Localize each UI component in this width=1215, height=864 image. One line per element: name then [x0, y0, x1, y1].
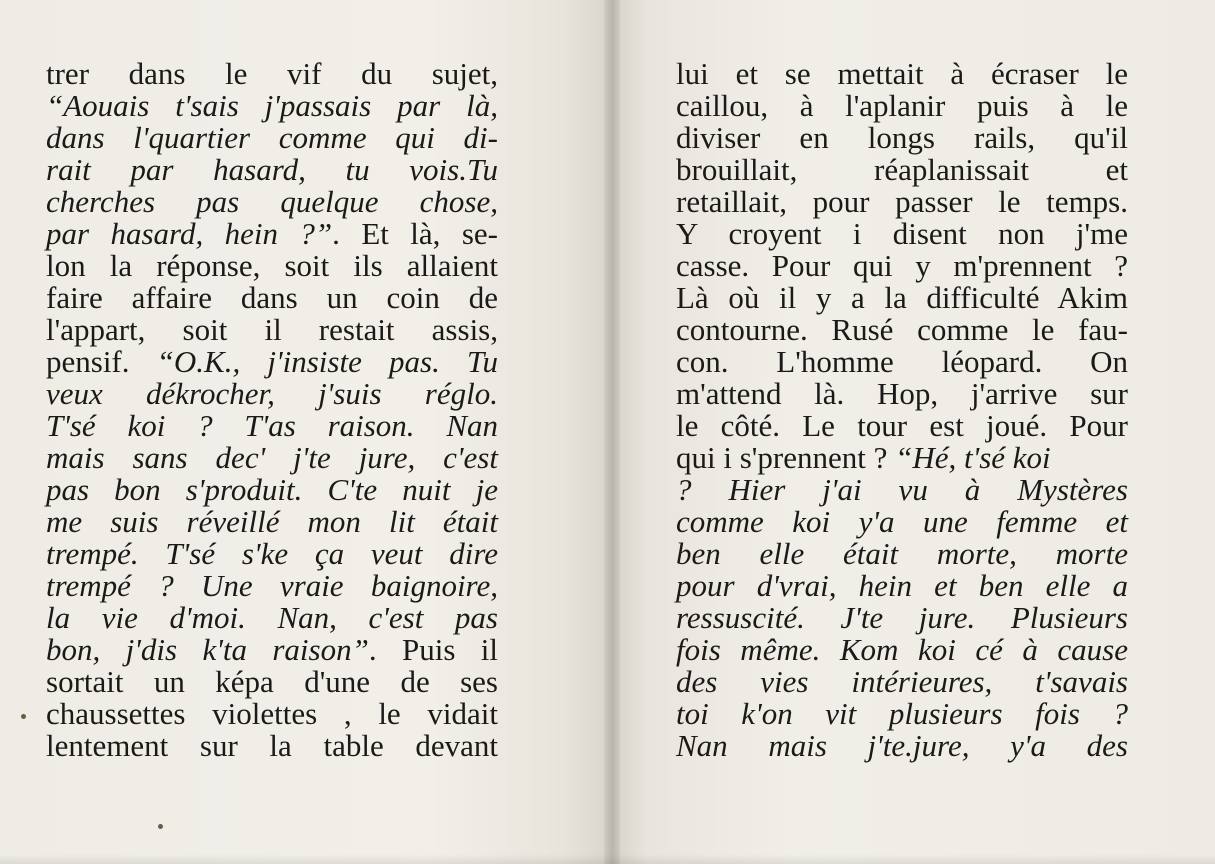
italic-text-segment: ben elle était morte, morte [676, 536, 1128, 571]
text-line [46, 538, 498, 570]
text-line [46, 570, 498, 602]
text-line [676, 186, 1128, 218]
italic-text-segment: fois même. Kom koi cé à cause [676, 632, 1128, 667]
italic-text-segment: comme koi y'a une femme et [676, 504, 1128, 539]
text-segment: faire affaire dans un coin de [46, 280, 498, 315]
text-line [46, 730, 498, 762]
text-line [676, 666, 1128, 698]
text-segment: le côté. Le tour est joué. Pour [676, 408, 1128, 443]
italic-text-segment: “Hé, t'sé koi [895, 440, 1051, 475]
text-line [676, 634, 1128, 666]
italic-text-segment: par hasard, hein ?” [46, 216, 333, 251]
text-segment: lui et se mettait à écraser le [676, 56, 1128, 91]
text-line [676, 442, 1128, 474]
text-segment: m'attend là. Hop, j'arrive sur [676, 376, 1128, 411]
italic-text-segment: pas bon s'produit. C'te nuit je [46, 472, 498, 507]
text-segment: lon la réponse, soit ils allaient [46, 248, 498, 283]
text-line [46, 218, 498, 250]
text-segment: caillou, à l'aplanir puis à le [676, 88, 1128, 123]
text-line [676, 698, 1128, 730]
text-line [46, 122, 498, 154]
text-line [676, 90, 1128, 122]
text-segment: trer dans le vif du sujet, [46, 56, 498, 91]
text-segment: diviser en longs rails, qu'il [676, 120, 1128, 155]
text-line [46, 410, 498, 442]
text-segment: pensif. [46, 344, 157, 379]
right-page-text [676, 58, 1128, 762]
italic-text-segment: ressuscité. J'te jure. Plusieurs [676, 600, 1128, 635]
italic-text-segment: rait par hasard, tu vois.Tu [46, 152, 498, 187]
text-segment: Là où il y a la difficulté Akim [676, 280, 1128, 315]
italic-text-segment: dans l'quartier comme qui di- [46, 120, 498, 155]
text-line [46, 90, 498, 122]
italic-text-segment: veux dékrocher, j'suis réglo. [46, 376, 498, 411]
text-line [676, 506, 1128, 538]
italic-text-segment: trempé. T'sé s'ke ça veut dire [46, 536, 498, 571]
italic-text-segment: T'sé koi ? T'as raison. Nan [46, 408, 498, 443]
text-line [46, 250, 498, 282]
paper-speck [21, 714, 26, 719]
text-line [46, 58, 498, 90]
text-segment: l'appart, soit il restait assis, [46, 312, 498, 347]
text-line [676, 58, 1128, 90]
text-line [46, 154, 498, 186]
text-line [676, 538, 1128, 570]
text-segment: . Puis il [368, 632, 498, 667]
italic-text-segment: des vies intérieures, t'savais [676, 664, 1128, 699]
text-segment: casse. Pour qui y m'prennent ? [676, 248, 1128, 283]
text-segment: qui i s'prennent ? [676, 440, 896, 475]
text-line [676, 314, 1128, 346]
italic-text-segment: ? Hier j'ai vu à Mystères [676, 472, 1128, 507]
italic-text-segment: cherches pas quelque chose, [46, 184, 498, 219]
text-line [676, 122, 1128, 154]
text-segment: . Et là, se- [332, 216, 498, 251]
italic-text-segment: bon, j'dis k'ta raison” [46, 632, 369, 667]
text-line [46, 602, 498, 634]
text-line [676, 346, 1128, 378]
text-line [46, 346, 498, 378]
text-segment: lentement sur la table devant [46, 728, 498, 763]
text-segment: sortait un képa d'une de ses [46, 664, 498, 699]
text-line [676, 602, 1128, 634]
text-line [46, 634, 498, 666]
paper-speck [158, 824, 163, 829]
italic-text-segment: pour d'vrai, hein et ben elle a [676, 568, 1128, 603]
italic-text-segment: toi k'on vit plusieurs fois ? [676, 696, 1128, 731]
text-segment: brouillait, réaplanissait et [676, 152, 1128, 187]
page-bottom-edge [0, 854, 1215, 864]
italic-text-segment: mais sans dec' j'te jure, c'est [46, 440, 498, 475]
text-line [46, 186, 498, 218]
italic-text-segment: “Aouais t'sais j'passais par là, [46, 88, 498, 123]
italic-text-segment: la vie d'moi. Nan, c'est pas [46, 600, 498, 635]
text-line [676, 730, 1128, 762]
text-line [46, 378, 498, 410]
text-line [46, 474, 498, 506]
text-line [676, 250, 1128, 282]
text-line [46, 282, 498, 314]
italic-text-segment: “O.K., j'insiste pas. Tu [156, 344, 498, 379]
text-line [676, 570, 1128, 602]
text-segment: con. L'homme léopard. On [676, 344, 1128, 379]
italic-text-segment: me suis réveillé mon lit était [46, 504, 498, 539]
text-line [676, 378, 1128, 410]
text-line [46, 666, 498, 698]
text-line [676, 154, 1128, 186]
italic-text-segment: trempé ? Une vraie baignoire, [46, 568, 498, 603]
text-segment: chaussettes violettes , le vidait [46, 696, 498, 731]
text-line [46, 698, 498, 730]
left-page-text [46, 58, 498, 762]
text-line [46, 442, 498, 474]
book-gutter [604, 0, 620, 864]
text-line [46, 506, 498, 538]
text-line [676, 282, 1128, 314]
text-line [46, 314, 498, 346]
text-line [676, 474, 1128, 506]
text-line [676, 218, 1128, 250]
text-segment: retaillait, pour passer le temps. [676, 184, 1128, 219]
text-segment: Y croyent i disent non j'me [676, 216, 1128, 251]
italic-text-segment: Nan mais j'te.jure, y'a des [676, 728, 1128, 763]
text-line [676, 410, 1128, 442]
text-segment: contourne. Rusé comme le fau- [676, 312, 1128, 347]
